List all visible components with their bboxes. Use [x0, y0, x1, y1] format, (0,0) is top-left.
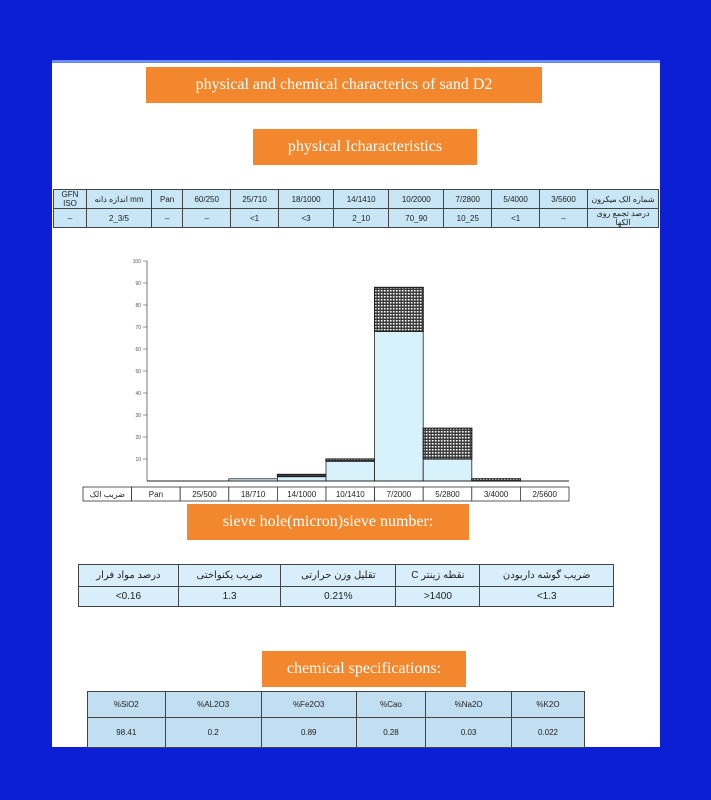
bar-hatch-5	[326, 459, 375, 461]
y-tick-label: 90	[135, 281, 141, 287]
bar-hatch-6	[375, 287, 424, 331]
bar-base-7	[423, 459, 472, 481]
properties-header-cell: تقلیل وزن حرارتی	[281, 565, 396, 587]
x-tick-label: Pan	[148, 490, 164, 499]
sieve-title: sieve hole(micron)sieve number:	[187, 504, 469, 540]
bar-base-5	[326, 461, 375, 481]
chemical-table	[87, 691, 585, 748]
chemical-header-row	[88, 692, 585, 718]
sieve-header-cell: 10/2000	[389, 190, 444, 209]
chemical-header-cell: %Cao	[356, 692, 426, 718]
chemical-header-cell: %SiO2	[88, 692, 166, 718]
chemical-header-cell: %AL2O3	[165, 692, 261, 718]
document-sheet	[52, 60, 660, 747]
chemical-value-cell: 0.2	[165, 718, 261, 748]
x-tick-label: 3/4000	[483, 490, 509, 499]
sieve-value-cell: <1	[492, 209, 540, 228]
sieve-value-cell: 70_90	[389, 209, 444, 228]
bar-base-6	[375, 331, 424, 481]
x-tick-label: 5/2800	[435, 490, 460, 499]
y-tick-label: 20	[135, 435, 141, 441]
x-tick-label: 18/710	[240, 490, 266, 499]
sieve-header-cell: 25/710	[231, 190, 279, 209]
sieve-value-cell: 2_10	[334, 209, 389, 228]
properties-value-cell: 0.21%	[281, 587, 396, 607]
chemical-header-cell: %Fe2O3	[261, 692, 356, 718]
chemical-header-cell: %K2O	[511, 692, 584, 718]
y-tick-label: 100	[132, 259, 141, 265]
properties-header-cell: نقطه زینتر C	[396, 565, 480, 587]
y-tick-label: 80	[135, 303, 141, 309]
x-tick-label: ضریب الک	[89, 490, 125, 499]
properties-value-cell: <1.3	[480, 587, 614, 607]
sieve-header-row	[54, 190, 659, 209]
sieve-header-cell: 18/1000	[279, 190, 334, 209]
sieve-value-cell: –	[183, 209, 231, 228]
properties-value-cell: <0.16	[79, 587, 179, 607]
sieve-value-cell: –	[152, 209, 183, 228]
sieve-table	[53, 189, 659, 228]
chemical-value-cell: 98.41	[88, 718, 166, 748]
sieve-histogram	[52, 258, 660, 508]
y-tick-label: 70	[135, 325, 141, 331]
sieve-value-cell: –	[540, 209, 588, 228]
properties-header-row	[79, 565, 614, 587]
physical-title: physical Icharacteristics	[253, 129, 477, 165]
chemical-title: chemical specifications:	[262, 651, 466, 687]
chemical-value-cell: 0.03	[426, 718, 512, 748]
sieve-value-cell: درصد تجمع روی الکها	[588, 209, 659, 228]
properties-value-cell: 1.3	[178, 587, 281, 607]
chemical-value-cell: 0.022	[511, 718, 584, 748]
properties-value-cell: >1400	[396, 587, 480, 607]
properties-header-cell: درصد مواد فرار	[79, 565, 179, 587]
chemical-header-cell: %Na2O	[426, 692, 512, 718]
sieve-value-cell: 2_3/5	[87, 209, 152, 228]
bar-hatch-4	[277, 474, 326, 476]
sieve-header-cell: mm اندازه دانه	[87, 190, 152, 209]
sieve-value-cell: –	[54, 209, 87, 228]
sieve-header-cell: Pan	[152, 190, 183, 209]
sieve-header-cell: 14/1410	[334, 190, 389, 209]
sieve-header-cell: 3/5600	[540, 190, 588, 209]
y-tick-label: 50	[135, 369, 141, 375]
sieve-header-cell: 5/4000	[492, 190, 540, 209]
sieve-value-cell: 10_25	[444, 209, 492, 228]
sieve-header-cell: 7/2800	[444, 190, 492, 209]
sieve-header-cell: GFN ISO	[54, 190, 87, 209]
properties-value-row	[79, 587, 614, 607]
sieve-header-cell: 60/250	[183, 190, 231, 209]
x-tick-label: 7/2000	[386, 490, 412, 499]
y-tick-label: 10	[135, 457, 141, 463]
x-tick-label: 2/5600	[532, 490, 557, 499]
sieve-value-cell: <3	[279, 209, 334, 228]
properties-table	[78, 564, 614, 607]
y-tick-label: 40	[135, 391, 141, 397]
sieve-value-cell: <1	[231, 209, 279, 228]
chemical-value-cell: 0.28	[356, 718, 426, 748]
bar-base-4	[277, 477, 326, 481]
x-tick-label: 14/1000	[287, 490, 317, 499]
y-tick-label: 60	[135, 347, 141, 353]
chemical-value-row	[88, 718, 585, 748]
y-tick-label: 30	[135, 413, 141, 419]
main-title: physical and chemical characterics of sand D2	[146, 67, 542, 103]
sieve-header-cell: شماره الک میکرون	[588, 190, 659, 209]
chemical-value-cell: 0.89	[261, 718, 356, 748]
sieve-value-row	[54, 209, 659, 228]
x-tick-label: 25/500	[192, 490, 217, 499]
properties-header-cell: ضریب یکنواختی	[178, 565, 281, 587]
x-tick-label: 10/1410	[335, 490, 365, 499]
properties-header-cell: ضریب گوشه داربودن	[480, 565, 614, 587]
bar-hatch-7	[423, 428, 472, 459]
